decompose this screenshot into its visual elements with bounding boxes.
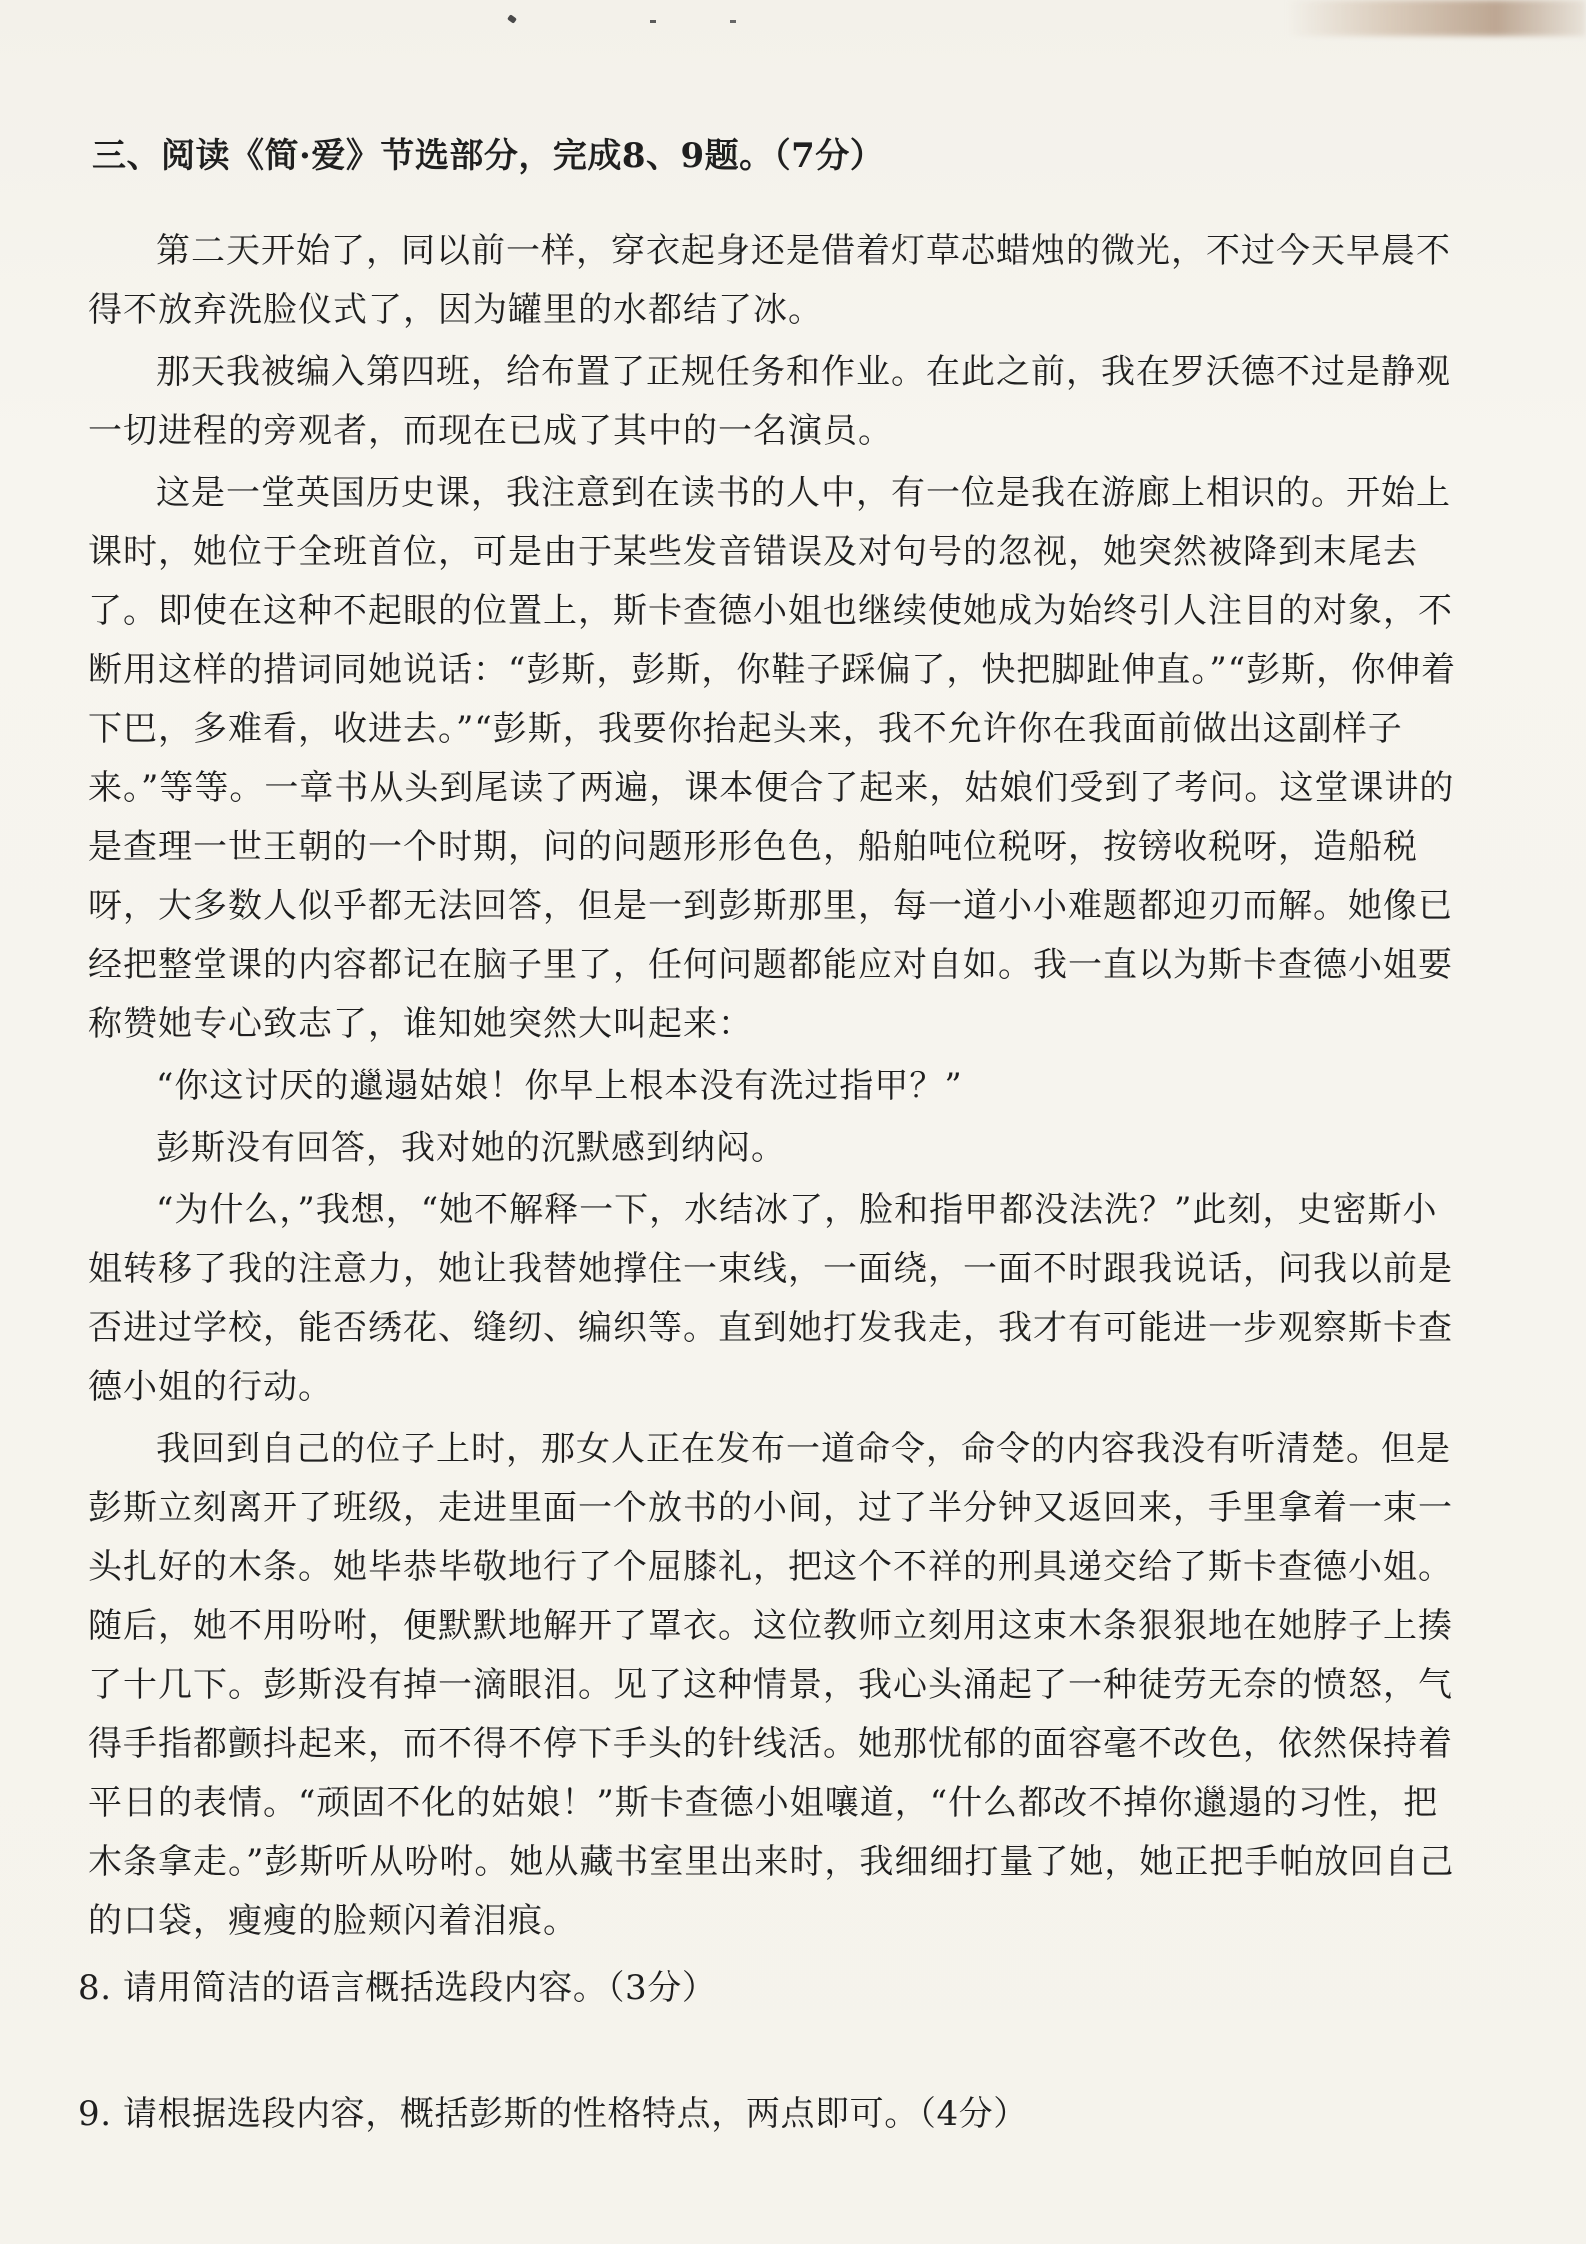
passage-paragraph: 彭斯没有回答，我对她的沉默感到纳闷。 xyxy=(156,1128,786,1168)
passage-paragraph: 我回到自己的位子上时，那女人正在发布一道命令，命令的内容我没有听清楚。但是彭斯立刻离开了班级，走进里面一个放书的小间，过了半分钟又返回来，手里拿着一束一头扎好的木条。她毕恭毕敬地行了个屈膝礼，把这个不祥的刑具递交给了斯卡查德小姐。随后，她不用吩咐，便默默地解开了罩衣。这位教师立刻用这束木条狠狠地在她脖子上揍了十几下。彭斯没有掉一滴眼泪。见了这种情景，我心头涌起了一种徒劳无奈的愤怒，气得手指都颤抖起来，而不得不停下手头的针线活。她那忧郁的面容毫不改色，依然保持着平日的表情。“顽固不化的姑娘！”斯卡查德小姐嚷道，“什么都改不掉你邋遢的习性，把木条拿走。”彭斯听从吩咐。她从藏书室里出来时，我细细打量了她，她正把手帕放回自己的口袋，瘦瘦的脸颊闪着泪痕。 xyxy=(88,1429,1455,1941)
top-scan-marks xyxy=(500,8,760,28)
passage-paragraph: “为什么，”我想，“她不解释一下，水结冰了，脸和指甲都没法洗？”此刻，史密斯小姐转移了我的注意力，她让我替她撑住一束线，一面绕，一面不时跟我说话，问我以前是否进过学校，能否绣花、缝纫、编织等。直到她打发我走，我才有可能进一步观察斯卡查德小姐的行动。 xyxy=(88,1190,1453,1407)
passage-paragraph: “你这讨厌的邋遢姑娘！你早上根本没有洗过指甲？” xyxy=(156,1066,963,1106)
question-9: 9. 请根据选段内容，概括彭斯的性格特点，两点即可。（4分） xyxy=(78,2094,1028,2134)
scan-smudge xyxy=(1286,0,1586,36)
scan-mark xyxy=(507,14,517,24)
passage-paragraph: 第二天开始了，同以前一样，穿衣起身还是借着灯草芯蜡烛的微光，不过今天早晨不得不放弃洗脸仪式了，因为罐里的水都结了冰。 xyxy=(88,231,1451,330)
section-title: 三、阅读《简·爱》节选部分，完成8、9题。（7分） xyxy=(92,136,885,176)
passage-paragraph: 那天我被编入第四班，给布置了正规任务和作业。在此之前，我在罗沃德不过是静观一切进程的旁观者，而现在已成了其中的一名演员。 xyxy=(88,352,1451,451)
scan-mark xyxy=(730,20,736,23)
reading-passage xyxy=(88,222,1472,1951)
passage-paragraph: 这是一堂英国历史课，我注意到在读书的人中，有一位是我在游廊上相识的。开始上课时，她位于全班首位，可是由于某些发音错误及对句号的忽视，她突然被降到末尾去了。即使在这种不起眼的位置上，斯卡查德小姐也继续使她成为始终引人注目的对象，不断用这样的措词同她说话：“彭斯，彭斯，你鞋子踩偏了，快把脚趾伸直。”“彭斯，你伸着下巴，多难看，收进去。”“彭斯，我要你抬起头来，我不允许你在我面前做出这副样子来。”等等。一章书从头到尾读了两遍，课本便合了起来，姑娘们受到了考问。这堂课讲的是查理一世王朝的一个时期，问的问题形形色色，船舶吨位税呀，按镑收税呀，造船税呀，大多数人似乎都无法回答，但是一到彭斯那里，每一道小小难题都迎刃而解。她像已经把整堂课的内容都记在脑子里了，任何问题都能应对自如。我一直以为斯卡查德小姐要称赞她专心致志了，谁知她突然大叫起来： xyxy=(88,473,1457,1044)
scan-mark xyxy=(650,20,656,23)
question-8: 8. 请用简洁的语言概括选段内容。（3分） xyxy=(78,1968,717,2008)
